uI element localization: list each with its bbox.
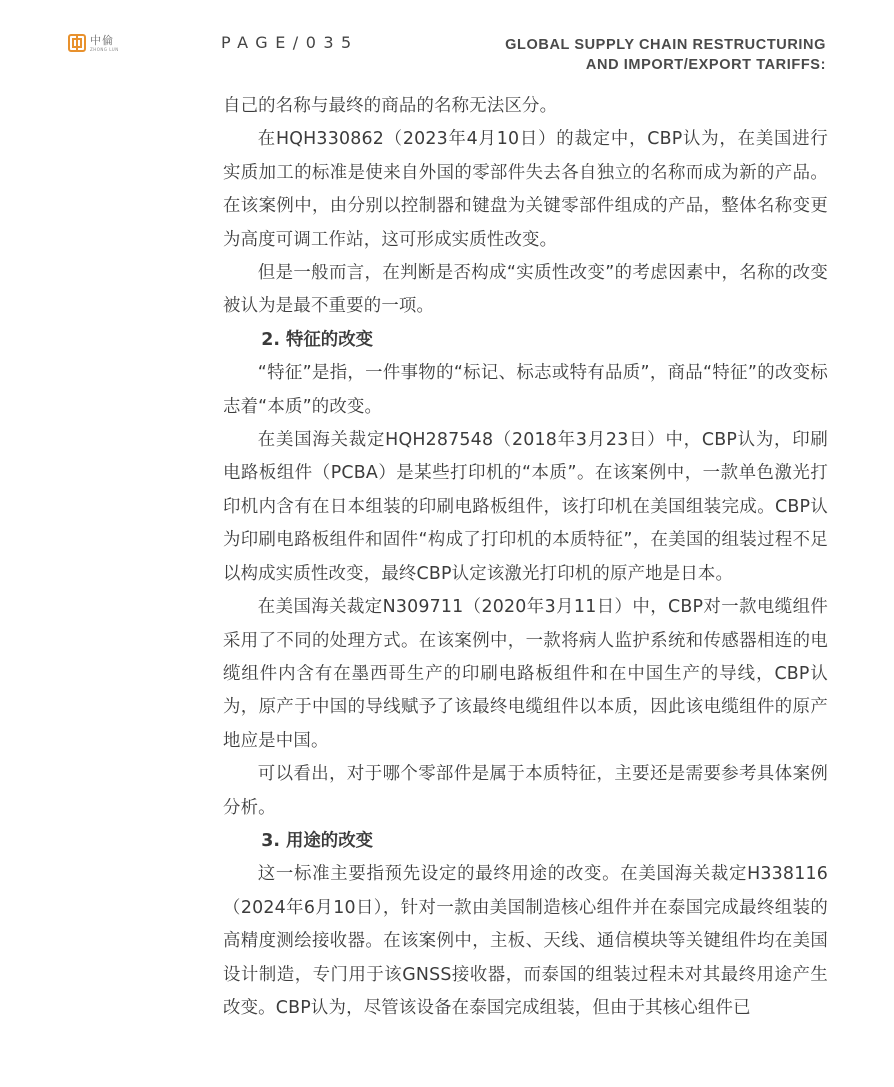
paragraph: 这一标准主要指预先设定的最终用途的改变。在美国海关裁定H338116（2024年6月10日），针对一款由美国制造核心组件并在泰国完成最终组装的高精度测绘接收器。在该案例中，主板、天线、通信模块等关键组件均在美国设计制造，专门用于该GNSS接收器，而泰国的组装过程未对其最终用途产生改变。CBP认为，尽管该设备在泰国完成组装，但由于其核心组件已 bbox=[223, 864, 828, 1018]
paragraph: 可以看出，对于哪个零部件是属于本质特征，主要还是需要参考具体案例分析。 bbox=[223, 764, 828, 818]
header-title-line-2: AND IMPORT/EXPORT TARIFFS: bbox=[585, 57, 826, 73]
header-title bbox=[505, 35, 826, 75]
zhonglun-logo bbox=[68, 34, 119, 52]
paragraph: 在美国海关裁定HQH287548（2018年3月23日）中，CBP认为，印刷电路板组件（PCBA）是某些打印机的“本质”。在该案例中，一款单色激光打印机内含有在日本组装的印刷电路板组件，该打印机在美国组装完成。CBP认为印刷电路板组件和固件“构成了打印机的本质特征”，在美国的组装过程不足以构成实质性改变，最终CBP认定该激光打印机的原产地是日本。 bbox=[223, 430, 828, 584]
logo-text bbox=[90, 35, 119, 52]
section-heading: 2. 特征的改变 bbox=[261, 329, 373, 350]
page-number: PAGE/035 bbox=[221, 33, 359, 52]
logo-en: ZHONG LUN bbox=[90, 46, 119, 52]
header-title-line-1: GLOBAL SUPPLY CHAIN RESTRUCTURING bbox=[505, 37, 826, 53]
paragraph: 在HQH330862（2023年4月10日）的裁定中，CBP认为，在美国进行实质加工的标准是使来自外国的零部件失去各自独立的名称而成为新的产品。在该案例中，由分别以控制器和键盘为关键零部件组成的产品，整体名称变更为高度可调工作站，这可形成实质性改变。 bbox=[223, 129, 828, 250]
paragraph: “特征”是指，一件事物的“标记、标志或特有品质”，商品“特征”的改变标志着“本质”的改变。 bbox=[223, 363, 828, 417]
paragraph: 在美国海关裁定N309711（2020年3月11日）中，CBP对一款电缆组件采用了不同的处理方式。在该案例中，一款将病人监护系统和传感器相连的电缆组件内含有在墨西哥生产的印刷电路板组件和在中国生产的导线，CBP认为，原产于中国的导线赋予了该最终电缆组件以本质，因此该电缆组件的原产地应是中国。 bbox=[223, 597, 828, 751]
logo-cn: 中倫 bbox=[90, 33, 114, 47]
logo-mark-icon bbox=[68, 34, 86, 52]
paragraph: 自己的名称与最终的商品的名称无法区分。 bbox=[223, 96, 558, 116]
paragraph: 但是一般而言，在判断是否构成“实质性改变”的考虑因素中，名称的改变被认为是最不重要的一项。 bbox=[223, 263, 828, 317]
article-body bbox=[223, 90, 828, 1025]
section-heading: 3. 用途的改变 bbox=[261, 830, 373, 851]
